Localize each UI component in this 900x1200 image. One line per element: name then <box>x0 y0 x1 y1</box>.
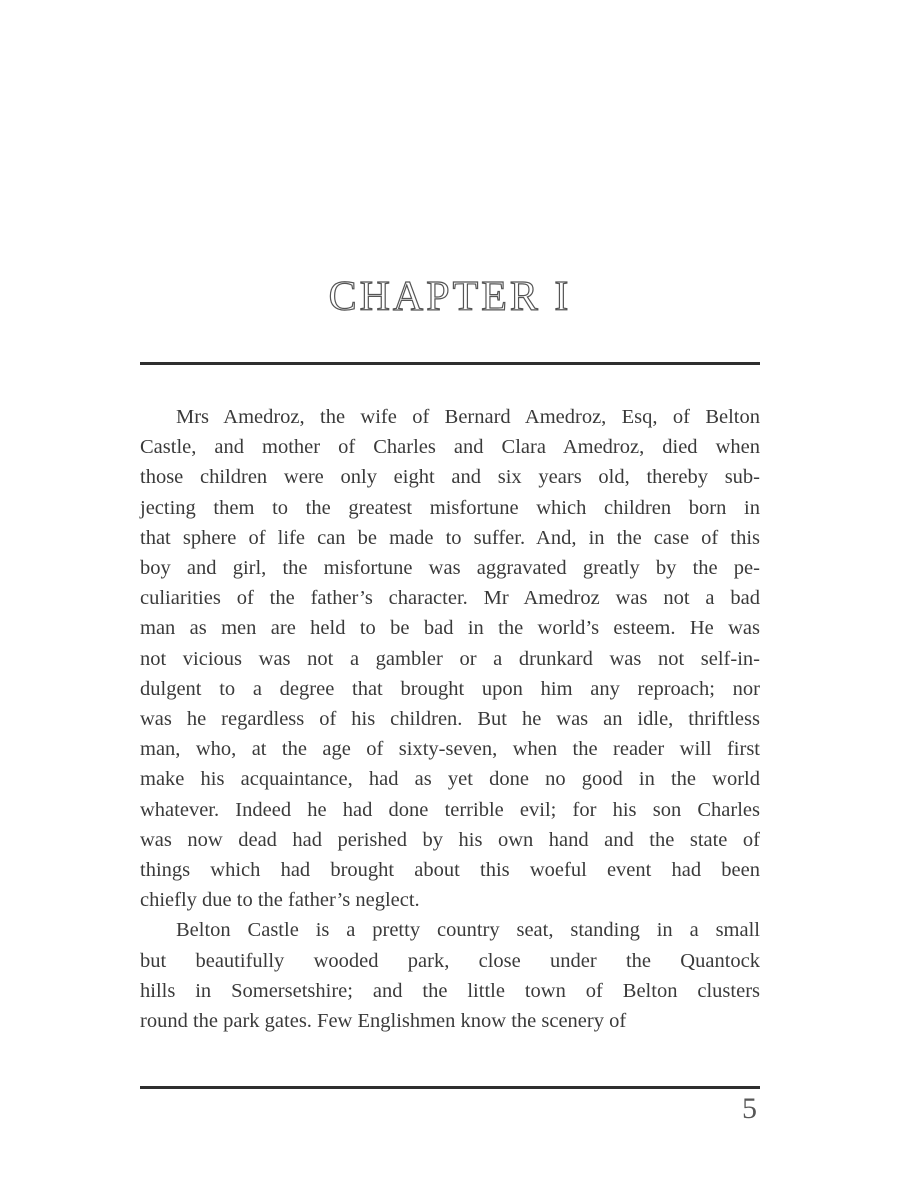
text-line: man as men are held to be bad in the world’s esteem. He was <box>140 617 760 640</box>
text-line: Belton Castle is a pretty country seat, standing in a small <box>176 919 760 942</box>
header-rule <box>140 362 760 365</box>
text-line: make his acquaintance, had as yet done no good in the world <box>140 768 760 791</box>
text-line: those children were only eight and six years old, thereby sub- <box>140 466 760 489</box>
text-line: chiefly due to the father’s neglect. <box>140 889 420 912</box>
text-line: was he regardless of his children. But he was an idle, thriftless <box>140 708 760 731</box>
text-line: that sphere of life can be made to suffer. And, in the case of this <box>140 526 760 549</box>
footer-rule <box>140 1086 760 1089</box>
text-line: boy and girl, the misfortune was aggravated greatly by the pe- <box>140 557 760 580</box>
text-line: Mrs Amedroz, the wife of Bernard Amedroz, Esq, of Belton <box>176 406 760 428</box>
text-line: dulgent to a degree that brought upon him any reproach; nor <box>140 677 760 700</box>
text-line: whatever. Indeed he had done terrible evil; for his son Charles <box>140 798 760 821</box>
paragraph <box>140 915 760 1036</box>
text-line: round the park gates. Few Englishmen know the scenery of <box>140 1010 627 1033</box>
paragraph <box>140 402 760 915</box>
text-line: jecting them to the greatest misfortune which children born in <box>140 496 760 519</box>
page-number: 5 <box>742 1092 757 1125</box>
text-line: was now dead had perished by his own hand and the state of <box>140 828 760 851</box>
chapter-heading: CHAPTER I <box>328 274 572 320</box>
text-line: man, who, at the age of sixty-seven, when the reader will first <box>140 738 760 761</box>
body-text <box>140 402 760 1036</box>
text-line: not vicious was not a gambler or a drunkard was not self-in- <box>140 647 760 670</box>
text-line: Castle, and mother of Charles and Clara Amedroz, died when <box>140 436 760 459</box>
text-line: hills in Somersetshire; and the little town of Belton clusters <box>140 979 760 1002</box>
text-line: culiarities of the father’s character. Mr Amedroz was not a bad <box>140 587 760 610</box>
text-line: but beautifully wooded park, close under the Quantock <box>140 949 760 972</box>
text-line: things which had brought about this woeful event had been <box>140 859 760 882</box>
